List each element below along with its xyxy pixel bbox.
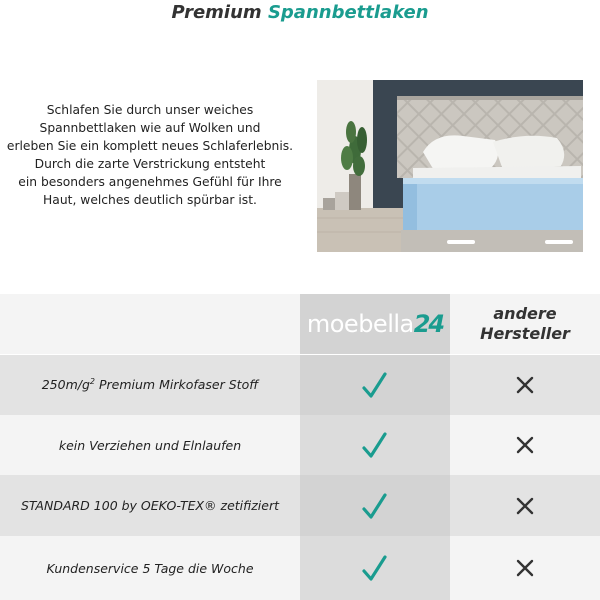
check-icon <box>360 553 390 583</box>
feature-label: STANDARD 100 by OEKO-TEX® zetifiziert <box>21 498 279 513</box>
description-line: Haut, welches deutlich spürbar ist. <box>43 193 257 207</box>
check-icon <box>360 491 390 521</box>
feature-label: kein Verziehen und Elnlaufen <box>58 437 242 453</box>
check-icon <box>360 430 390 460</box>
cross-icon <box>516 559 534 577</box>
cross-icon <box>516 436 534 454</box>
table-row-label <box>0 536 300 600</box>
bed-product-photo <box>317 80 583 252</box>
brand-check-cell <box>300 536 450 600</box>
product-description <box>0 101 300 209</box>
brand-header-cell <box>300 294 450 354</box>
other-cross-cell <box>450 355 600 415</box>
comparison-table <box>0 294 600 600</box>
other-cross-cell <box>450 415 600 475</box>
cross-icon <box>516 376 534 394</box>
brand-check-cell <box>300 475 450 536</box>
description-line: Durch die zarte Verstrickung entsteht <box>34 157 266 171</box>
table-row-label <box>0 475 300 536</box>
feature-label: Kundenservice 5 Tage die Woche <box>46 560 254 576</box>
other-cross-cell <box>450 536 600 600</box>
feature-label: $250m/g^2$ Premium Mirkofaser Stoff <box>41 377 259 393</box>
brand-logo: moebella24 <box>306 310 444 338</box>
other-header-cell <box>450 294 600 354</box>
header-empty-cell <box>0 294 300 354</box>
description-line: Schlafen Sie durch unser weiches <box>46 103 254 117</box>
description-line: Spannbettlaken wie auf Wolken und <box>39 121 261 135</box>
brand-check-cell <box>300 355 450 415</box>
page-title: Premium Spannbettlaken <box>171 2 429 23</box>
cross-icon <box>516 497 534 515</box>
brand-check-cell <box>300 415 450 475</box>
other-manufacturer-heading: andere Hersteller <box>480 304 570 343</box>
description-line: erleben Sie ein komplett neues Schlaferlebnis. <box>6 139 294 153</box>
check-icon <box>360 370 390 400</box>
bed-illustration <box>317 80 583 252</box>
description-line: ein besonders angenehmes Gefühl für Ihre <box>18 175 282 189</box>
table-row-label <box>0 415 300 475</box>
other-cross-cell <box>450 475 600 536</box>
table-row-label <box>0 355 300 415</box>
